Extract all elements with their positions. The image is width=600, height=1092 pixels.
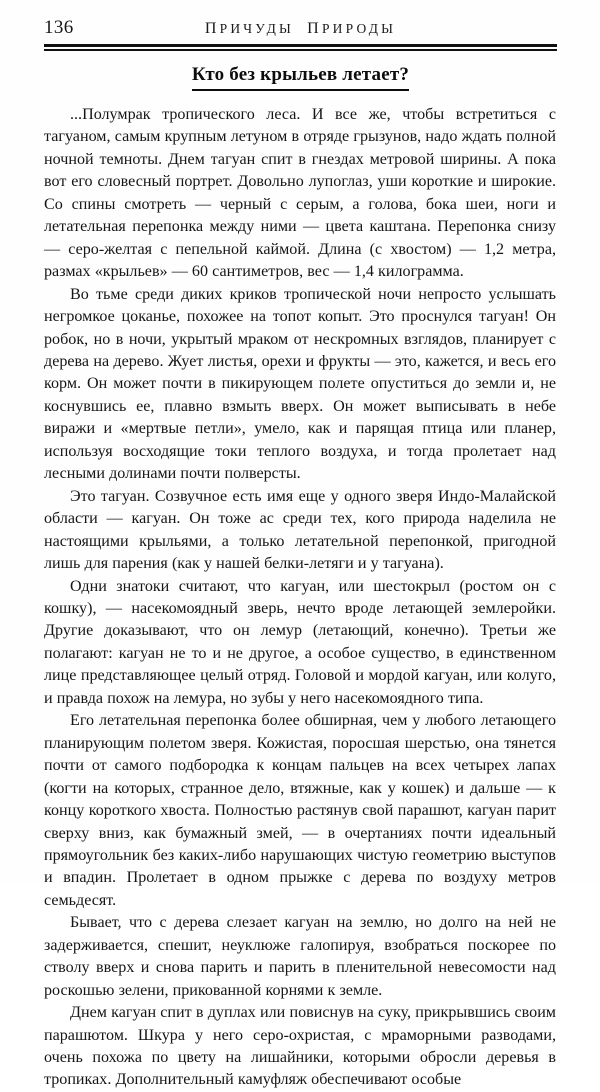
rule-thin-line bbox=[44, 49, 557, 51]
paragraph: ...Полумрак тропического леса. И все же, чтобы встретиться с тагуаном, самым крупным летуном в отряде грызунов, надо ждать полной ночной темноты. Днем тагуан спит в гнездах метровой ширины. А пока вот его словесный портрет. Довольно лупоглаз, уши короткие и широкие. Со спины смотреть — черный с серым, а голова, бока шеи, ноги и летательная перепонка между ними — цвета каштана. Перепонка снизу — серо-желтая с пепельной каймой. Длина (с хвостом) — 1,2 метра, размах «крыльев» — 60 сантиметров, вес — 1,4 килограмма. bbox=[44, 106, 556, 281]
header-double-rule bbox=[44, 44, 557, 51]
section-title bbox=[44, 62, 557, 91]
body-text bbox=[44, 104, 556, 1092]
running-head bbox=[44, 16, 557, 40]
paragraph: Это тагуан. Созвучное есть имя еще у одного зверя Индо-Малайской области — кагуан. Он тоже ас среди тех, кого природа наделила не настоящими крыльями, а только летательной перепонкой, пригодной лишь для парения (как у нашей белки-летяги и у тагуана). bbox=[44, 487, 556, 573]
paragraph: Бывает, что с дерева слезает кагуан на землю, но долго на ней не задерживается, спешит, неуклюже галопируя, взобраться поскорее по стволу вверх и снова парить и парить в пленительной невесомости над роскошью зелени, прикованной корнями к земле. bbox=[44, 914, 556, 999]
section-title-text: Кто без крыльев летает? bbox=[192, 62, 409, 91]
paragraph: Его летательная перепонка более обширная, чем у любого летающего планирующим полетом зверя. Кожистая, поросшая шерстью, она тянется почти от самого подбородка к концам пальцев на всех четырех лапах (когти на которых, странное дело, втяжные, как у кошек) и дальше — к концу короткого хвоста. Полностью растянув свой парашют, кагуан парит сверху вниз, как бумажный змей, — в очертаниях почти идеальный прямоугольник без каких-либо нарушающих чистую геометрию выступов и впадин. Пролетает в одном прыжке с дерева по воздуху метров семьдесят. bbox=[44, 712, 556, 909]
paragraph: Одни знатоки считают, что кагуан, или шестокрыл (ростом он с кошку), — насекомоядный зверь, нечто вроде летающей землеройки. Другие доказывают, что он лемур (летающий, конечно). Третьи же полагают: кагуан не то и не другое, а особое существо, в единственном лице представляющее целый отряд. Головой и мордой кагуан, или колуго, и правда похож на лемура, но зубы у него насекомоядного типа. bbox=[44, 577, 556, 707]
page-number: 136 bbox=[44, 17, 74, 38]
paragraph: Во тьме среди диких криков тропической ночи непросто услышать негромкое цоканье, похожее на топот копыт. Это проснулся тагуан! Он робок, но в ночи, укрытый мраком от нескромных взглядов, планирует с дерева на дерево. Жует листья, орехи и фрукты — это, кажется, и весь его корм. Он может почти в пикирующем полете опуститься до земли и, не коснувшись ее, плавно взмыть вверх. Он может выписывать в небе виражи и «мертвые петли», умело, как и парящая птица или планер, используя восходящие токи теплого воздуха, и тогда пролетает над лесными долинами почти полверсты. bbox=[44, 285, 556, 483]
paragraph: Днем кагуан спит в дуплах или повиснув на суку, прикрывшись своим парашютом. Шкура у него серо-охристая, с мраморными разводами, очень похожа по цвету на лишайники, которыми обросли деревья в тропиках. Дополнительный камуфляж обеспечивают особые bbox=[44, 1004, 556, 1089]
running-head-title: ПРИЧУДЫ ПРИРОДЫ bbox=[204, 20, 397, 37]
